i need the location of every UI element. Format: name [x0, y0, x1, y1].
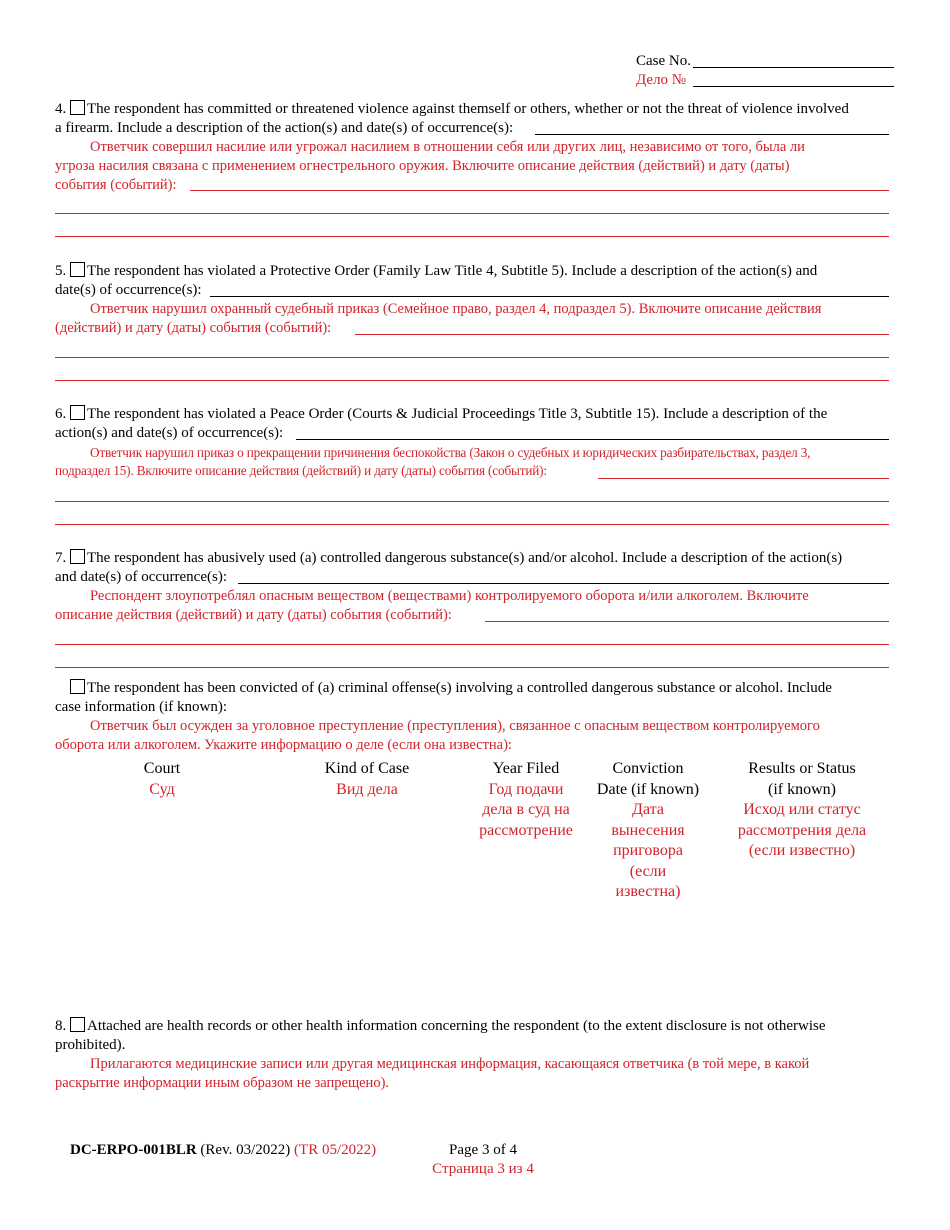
item-6-answer-line[interactable] — [296, 439, 889, 440]
col-conviction-date: Conviction Date (if known) Дата вынесения приговора (если известна) — [596, 760, 700, 900]
footer-form-id — [70, 1141, 376, 1160]
item-7-line[interactable] — [55, 667, 889, 668]
item-4-answer-line[interactable] — [535, 134, 889, 135]
item-5-line[interactable] — [55, 380, 889, 381]
item-7-checkbox[interactable] — [70, 549, 85, 564]
item-5-checkbox[interactable] — [70, 262, 85, 277]
item-6-answer-line-ru[interactable] — [598, 478, 889, 479]
item-4-line[interactable] — [55, 236, 889, 237]
item-7-line[interactable] — [55, 644, 889, 645]
convicted-text-ru: Ответчик был осужден за уголовное преступление (преступления), связанное с опасным веществом контролируемого оборота или алкоголем. Укажите информацию о деле (если она известна): — [55, 718, 820, 753]
col-court: Court Суд — [143, 760, 181, 798]
item-6-line[interactable] — [55, 501, 889, 502]
col-year-filed: Year Filed Год подачи дела в суд на рассмотрение — [479, 760, 573, 839]
convicted-item: The respondent has been convicted of (a) criminal offense(s) involving a controlled dangerous substance or alcohol. Include case information (if known): — [55, 680, 832, 715]
item-4-text-ru: Ответчик совершил насилие или угрожал насилием в отношении себя или других лиц, независимо от того, была ли угроза насилия связана с применением огнестрельного оружия. Включите описание действия (действий) и дату (даты) события (событий): — [55, 139, 805, 193]
form-rev: (Rev. 03/2022) — [200, 1142, 291, 1158]
item-5: 5. The respondent has violated a Protective Order (Family Law Title 4, Subtitle 5). Include a description of the action(s) and date(s) of occurrence(s): — [55, 263, 818, 298]
form-tr: (TR 05/2022) — [294, 1142, 377, 1158]
item-5-answer-line-ru[interactable] — [355, 334, 889, 335]
item-8-checkbox[interactable] — [70, 1017, 85, 1032]
item-7-text-ru: Респондент злоупотреблял опасным веществом (веществами) контролируемого оборота и/или алкоголем. Включите описание действия (действий) и дату (даты) события (событий): — [55, 588, 809, 623]
item-4-text: The respondent has committed or threatened violence against themself or others, whether or not the threat of violence involved — [87, 101, 849, 117]
case-no-label-ru: Дело № — [636, 72, 687, 88]
col-kind-of-case: Kind of Case Вид дела — [324, 760, 410, 798]
page-number: Page 3 of 4 Страница 3 из 4 — [432, 1142, 534, 1177]
item-7-answer-line-ru[interactable] — [485, 621, 889, 622]
item-4-checkbox[interactable] — [70, 100, 85, 115]
item-5-line[interactable] — [55, 357, 889, 358]
item-8: 8. Attached are health records or other health information concerning the respondent (to the extent disclosure is not otherwise prohibited). — [55, 1018, 826, 1053]
item-4-line[interactable] — [55, 213, 889, 214]
item-7-answer-line[interactable] — [238, 583, 889, 584]
item-7: 7. The respondent has abusively used (a) controlled dangerous substance(s) and/or alcohol. Include a description of the action(s) and date(s) of occurrence(s): — [55, 550, 843, 585]
case-no-field-ru[interactable] — [693, 86, 894, 87]
form-code: DC-ERPO-001BLR — [70, 1142, 197, 1158]
col-results-status: Results or Status (if known) Исход или статус рассмотрения дела (если известно) — [737, 760, 867, 859]
item-4: 4. The respondent has committed or threatened violence against themself or others, whether or not the threat of violence involved a firearm. Include a description of the action(s) and date(s) of occurrence(s): — [55, 101, 849, 136]
item-6-line[interactable] — [55, 524, 889, 525]
item-6-checkbox[interactable] — [70, 405, 85, 420]
item-6: 6. The respondent has violated a Peace Order (Courts & Judicial Proceedings Title 3, Subtitle 15). Include a description of the action(s) and date(s) of occurrence(s): — [55, 406, 828, 441]
case-no-field[interactable] — [693, 67, 894, 68]
case-no-label: Case No. — [636, 53, 691, 69]
convicted-checkbox[interactable] — [70, 679, 85, 694]
item-5-text-ru: Ответчик нарушил охранный судебный приказ (Семейное право, раздел 4, подраздел 5). Включите описание действия (действий) и дату (даты) события (событий): — [55, 301, 822, 336]
item-4-answer-line-ru[interactable] — [190, 190, 889, 191]
item-6-text-ru: Ответчик нарушил приказ о прекращении причинения беспокойства (Закон о судебных и юридических разбирательствах, раздел 3, подраздел 15). Включите описание действия (действий) и дату (даты) события (событий): — [55, 445, 811, 478]
item-5-answer-line[interactable] — [210, 296, 889, 297]
item-8-text-ru: Прилагаются медицинские записи или другая медицинская информация, касающаяся ответчика (в той мере, в какой раскрытие информации иным образом не запрещено). — [55, 1056, 810, 1091]
